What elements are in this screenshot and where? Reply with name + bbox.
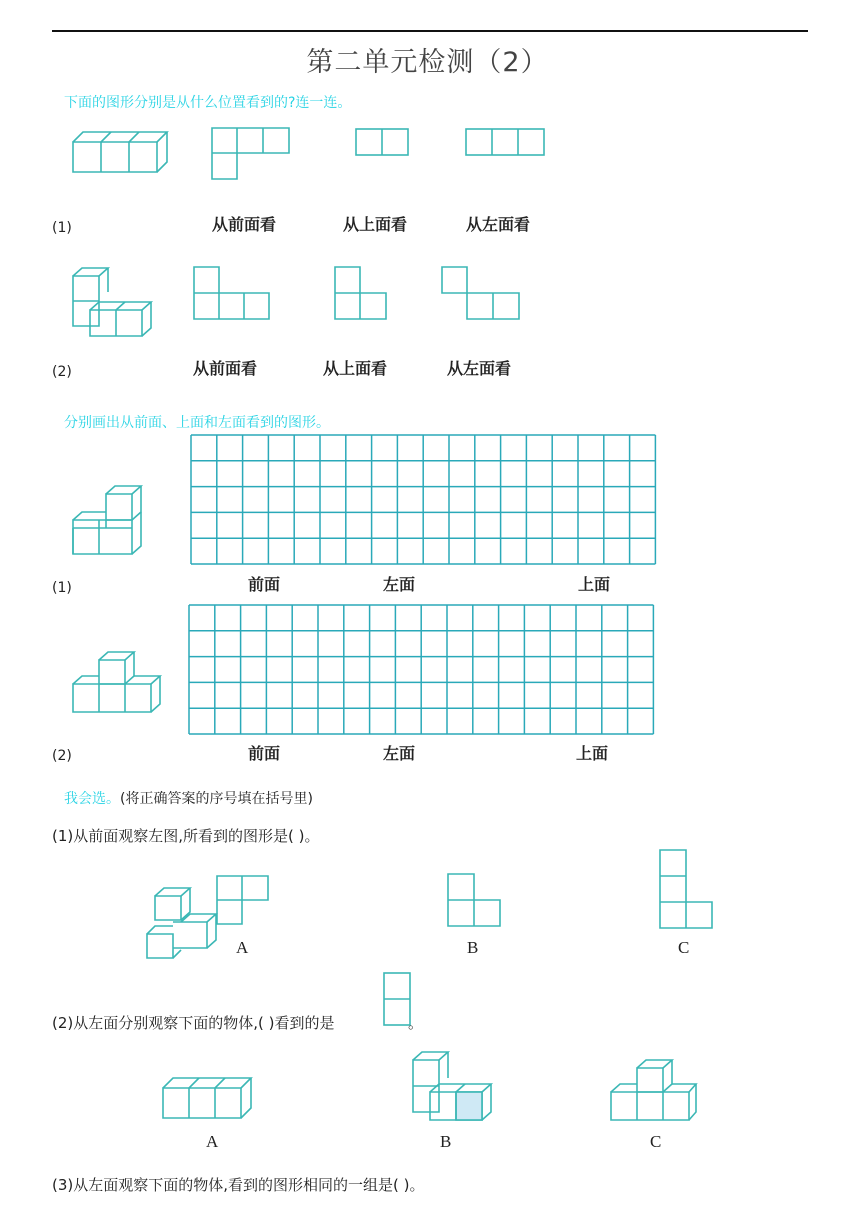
q1-view-three-squares (464, 127, 546, 157)
q2-view-3 (440, 265, 522, 321)
q2-caption-top: 从上面看 (323, 359, 388, 378)
s3-q2-option-a-figure (160, 1074, 264, 1122)
q1-caption-left: 从左面看 (466, 215, 531, 234)
s3-q1-option-b-figure (446, 872, 504, 930)
s2-q1-number: (1) (52, 580, 72, 596)
q2-view-1 (192, 265, 272, 321)
s2-q2-cube-object (70, 650, 170, 716)
q2-number: (2) (52, 364, 72, 380)
s3-q1-option-b-label[interactable]: B (467, 938, 479, 957)
section3-instruction-rest: (将正确答案的序号填在括号里) (120, 791, 313, 807)
s3-q1-option-c-figure (658, 848, 716, 930)
s3-q3-text: (3)从左面观察下面的物体,看到的图形相同的一组是( )。 (52, 1176, 425, 1194)
q2-caption-front: 从前面看 (193, 359, 258, 378)
q1-cube-row (70, 126, 180, 176)
s3-q2-option-c-label[interactable]: C (650, 1132, 662, 1151)
drawing-grid-2[interactable] (188, 604, 656, 736)
section2-instruction: 分别画出从前面、上面和左面看到的图形。 (64, 415, 330, 431)
s3-q1-option-c-label[interactable]: C (678, 938, 690, 957)
q1-view-l-shape (210, 126, 292, 182)
s2-q2-caption-front: 前面 (248, 744, 281, 763)
s2-q1-cube-object (70, 484, 150, 560)
q1-view-two-squares (354, 127, 410, 157)
page-title: 第二单元检测（2） (306, 47, 549, 78)
q2-view-2 (333, 265, 389, 321)
q2-caption-left: 从左面看 (447, 359, 512, 378)
q2-stacked-cubes (70, 264, 160, 340)
s3-q2-option-b-label[interactable]: B (440, 1132, 452, 1151)
s3-q1-text: (1)从前面观察左图,所看到的图形是( )。 (52, 827, 320, 845)
top-rule (52, 30, 808, 32)
s3-q1-option-a-figure (145, 872, 271, 962)
q1-caption-front: 从前面看 (212, 215, 277, 234)
s2-q1-caption-left: 左面 (383, 575, 416, 594)
s2-q1-caption-top: 上面 (578, 575, 611, 594)
section1-instruction: 下面的图形分别是从什么位置看到的?连一连。 (64, 95, 352, 111)
section3-instruction (64, 788, 313, 808)
s3-q2-option-b-figure (410, 1048, 496, 1124)
s2-q2-caption-left: 左面 (383, 744, 416, 763)
s2-q2-number: (2) (52, 748, 72, 764)
drawing-grid-1[interactable] (190, 434, 658, 566)
q1-caption-top: 从上面看 (343, 215, 408, 234)
s3-q2-option-a-label[interactable]: A (206, 1132, 219, 1151)
s2-q1-caption-front: 前面 (248, 575, 281, 594)
s3-q2-text: (2)从左面分别观察下面的物体,( )看到的是 (52, 1014, 335, 1032)
q1-number: (1) (52, 220, 72, 236)
section3-instruction-colored: 我会选。 (64, 791, 120, 807)
s3-q1-option-a-label[interactable]: A (236, 938, 249, 957)
s3-q2-option-c-figure (608, 1056, 700, 1124)
s2-q2-caption-top: 上面 (576, 744, 609, 763)
s3-q2-end: 。 (408, 1014, 424, 1032)
